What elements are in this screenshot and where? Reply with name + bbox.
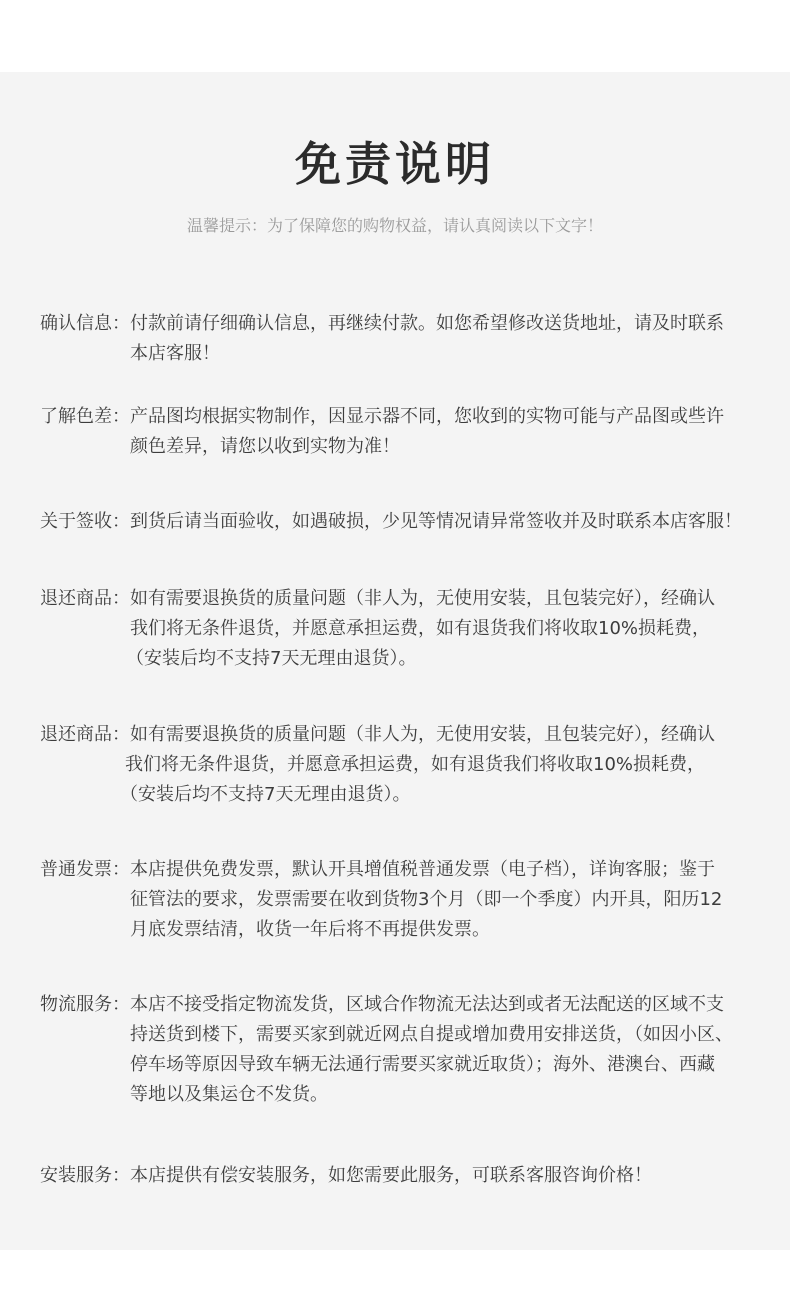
section-line: 本店提供有偿安装服务，如您需要此服务，可联系客服咨询价格！ (130, 1165, 652, 1186)
section-line: 我们将无条件退货，并愿意承担运费，如有退货我们将收取10%损耗费， (125, 754, 706, 775)
section-label: 了解色差： (40, 406, 130, 427)
section-body (40, 507, 752, 537)
section-line: 本店不接受指定物流发货，区域合作物流无法达到或者无法配送的区域不支 (130, 994, 724, 1015)
section-body (40, 1161, 752, 1191)
section-color-difference (40, 402, 752, 462)
section-line: 停车场等原因导致车辆无法通行需要买家就近取货）；海外、港澳台、西藏 (130, 1054, 715, 1075)
section-line: （安装后均不支持7天无理由退货）。 (120, 784, 411, 805)
section-installation (40, 1161, 752, 1191)
section-label: 安装服务： (40, 1165, 130, 1186)
section-invoice (40, 855, 752, 945)
section-label: 退还商品： (40, 724, 130, 745)
section-body (40, 720, 752, 810)
section-body (40, 990, 752, 1110)
section-line: 征管法的要求，发票需要在收到货物3个月（即一个季度）内开具，阳历12 (130, 889, 723, 910)
section-line: 本店客服！ (130, 343, 220, 364)
section-line: 如有需要退换货的质量问题（非人为，无使用安装，且包装完好），经确认 (130, 724, 715, 745)
section-line: 产品图均根据实物制作，因显示器不同，您收到的实物可能与产品图或些许 (130, 406, 724, 427)
section-line: 如有需要退换货的质量问题（非人为，无使用安装，且包装完好），经确认 (130, 588, 715, 609)
section-label: 普通发票： (40, 859, 130, 880)
page-subtitle: 温馨提示：为了保障您的购物权益，请认真阅读以下文字！ (186, 216, 603, 235)
section-confirm-info (40, 309, 752, 369)
section-label: 关于签收： (40, 511, 130, 532)
section-label: 物流服务： (40, 994, 130, 1015)
section-label: 退还商品： (40, 588, 130, 609)
section-line: 我们将无条件退货，并愿意承担运费，如有退货我们将收取10%损耗费， (130, 618, 711, 639)
section-sign-for (40, 507, 752, 537)
section-logistics (40, 990, 752, 1110)
section-body (40, 402, 752, 462)
section-body (40, 584, 752, 674)
section-body (40, 309, 752, 369)
section-line: 颜色差异，请您以收到实物为准！ (130, 436, 400, 457)
section-line: 月底发票结清，收货一年后将不再提供发票。 (130, 919, 490, 940)
section-returns-1 (40, 584, 752, 674)
section-label: 确认信息： (40, 313, 130, 334)
section-line: 付款前请仔细确认信息，再继续付款。如您希望修改送货地址，请及时联系 (130, 313, 724, 334)
section-returns-2 (40, 720, 752, 810)
section-body (40, 855, 752, 945)
page-title: 免责说明 (295, 137, 495, 191)
section-line: 等地以及集运仓不发货。 (130, 1084, 328, 1105)
section-line: （安装后均不支持7天无理由退货）。 (126, 648, 417, 669)
section-line: 本店提供免费发票，默认开具增值税普通发票（电子档），详询客服；鉴于 (130, 859, 715, 880)
section-line: 到货后请当面验收，如遇破损，少见等情况请异常签收并及时联系本店客服！ (130, 511, 742, 532)
section-line: 持送货到楼下，需要买家到就近网点自提或增加费用安排送货，（如因小区、 (130, 1024, 733, 1045)
